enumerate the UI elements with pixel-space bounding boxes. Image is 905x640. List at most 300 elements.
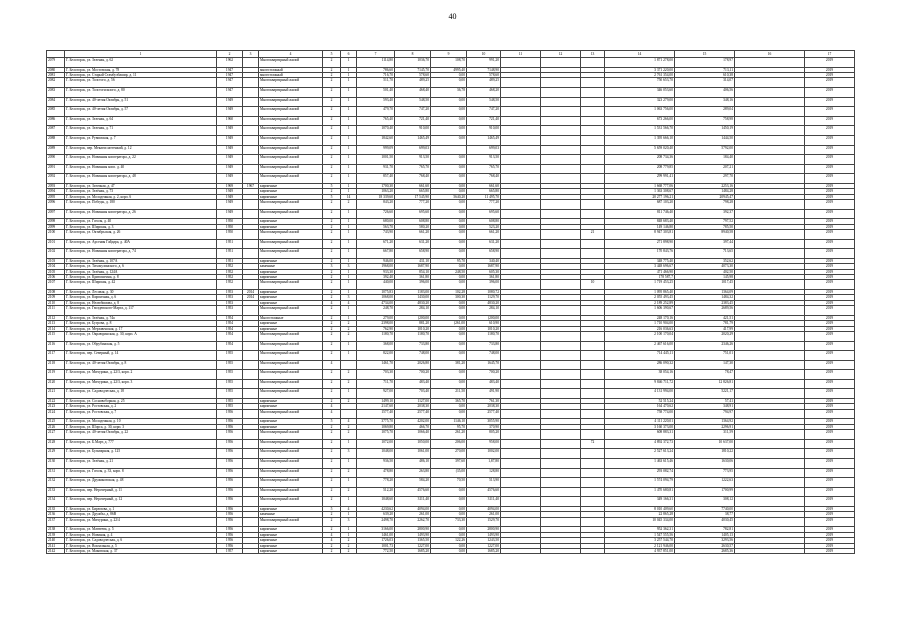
cost-cell: 348 775,40 bbox=[605, 258, 675, 263]
municipal-area-cell: 733,30 bbox=[431, 517, 467, 527]
floors-cell: 5 bbox=[323, 419, 341, 424]
total-area-cell: 1072,00 bbox=[357, 439, 395, 449]
floors-cell: 4 bbox=[323, 360, 341, 370]
residents-cell bbox=[581, 126, 605, 136]
total-area-cell: 1700,30 bbox=[357, 183, 395, 188]
table-row bbox=[47, 116, 855, 126]
year-built-cell: 1956 bbox=[217, 409, 243, 419]
planned-year-cell: 2019 bbox=[805, 78, 855, 88]
cost-cell: 38 054,16 bbox=[605, 370, 675, 380]
planned-year-cell: 2019 bbox=[805, 424, 855, 429]
municipal-area-cell: 261,20 bbox=[431, 430, 467, 440]
municipal-area-cell: 0,00 bbox=[431, 135, 467, 145]
year-built-cell: 1956 bbox=[217, 459, 243, 469]
wall-material-cell: Многоквартирный жилой bbox=[259, 87, 323, 97]
extra-cell bbox=[541, 351, 581, 361]
year-built-cell: 1956 bbox=[217, 487, 243, 497]
extra-cell bbox=[501, 126, 541, 136]
table-row bbox=[47, 360, 855, 370]
floors-cell: 2 bbox=[323, 58, 341, 68]
table-row bbox=[47, 280, 855, 290]
address-cell: Г. Белогорск, ул. Тихокулинского, д. 6 bbox=[65, 264, 217, 269]
total-area-cell: 857,40 bbox=[357, 174, 395, 184]
row-number: 2134 bbox=[47, 497, 65, 507]
entrances-cell: 2 bbox=[341, 321, 357, 326]
unit-cost-cell: 1810,22 bbox=[675, 449, 735, 459]
living-area-cell: 578,60 bbox=[395, 72, 431, 77]
year-built-cell: 1947 bbox=[217, 67, 243, 72]
table-row bbox=[47, 449, 855, 459]
floors-cell: 2 bbox=[323, 145, 341, 155]
planned-year-cell: 2019 bbox=[805, 497, 855, 507]
extra-cell bbox=[501, 87, 541, 97]
private-area-cell: 991,20 bbox=[467, 58, 501, 68]
entrances-cell: 1 bbox=[341, 67, 357, 72]
year-built-cell: 1952 bbox=[217, 264, 243, 269]
year-renovated-cell bbox=[243, 478, 259, 488]
column-number-cell: 3 bbox=[243, 51, 259, 58]
cost-cell: 346 053,60 bbox=[605, 87, 675, 97]
living-area-cell: 3111,40 bbox=[395, 497, 431, 507]
planned-year-cell: 2019 bbox=[805, 67, 855, 72]
total-area-cell: 711,70 bbox=[357, 379, 395, 389]
cost-cell: 471 466,90 bbox=[605, 269, 675, 274]
planned-year-cell: 2019 bbox=[805, 459, 855, 469]
living-area-cell: 4576,60 bbox=[395, 487, 431, 497]
private-area-cell: 7148,90 bbox=[467, 67, 501, 72]
table-row bbox=[47, 164, 855, 174]
table-row bbox=[47, 430, 855, 440]
row-number: 2086 bbox=[47, 116, 65, 126]
planned-year-cell: 2019 bbox=[805, 174, 855, 184]
wall-material-cell: каменные bbox=[259, 264, 323, 269]
extra-cell bbox=[735, 174, 805, 184]
total-area-cell: 512,20 bbox=[357, 487, 395, 497]
header-blank-cell bbox=[47, 51, 65, 58]
extra-cell bbox=[541, 155, 581, 165]
year-renovated-cell: 1967 bbox=[243, 183, 259, 188]
private-area-cell: 1129,70 bbox=[467, 295, 501, 300]
unit-cost-cell: 20945,47 bbox=[675, 194, 735, 199]
row-number: 2083 bbox=[47, 87, 65, 97]
address-cell: Г. Белогорск, ул. 40-летия Октября, д. 8 bbox=[65, 360, 217, 370]
total-area-cell: 1063,20 bbox=[357, 189, 395, 194]
municipal-area-cell: 0,00 bbox=[431, 230, 467, 240]
row-number: 2090 bbox=[47, 155, 65, 165]
cost-cell: 4 937 851,00 bbox=[605, 548, 675, 553]
municipal-area-cell: 108,70 bbox=[431, 58, 467, 68]
address-cell: Г. Белогорск, ул. Маковская, д. 37 bbox=[65, 548, 217, 553]
extra-cell bbox=[501, 280, 541, 290]
extra-cell bbox=[735, 280, 805, 290]
planned-year-cell: 2019 bbox=[805, 548, 855, 553]
address-cell: Г. Белогорск, ул. Новинная кооператора, д. 48 bbox=[65, 174, 217, 184]
private-area-cell: 489,25 bbox=[467, 78, 501, 88]
residents-cell bbox=[581, 200, 605, 210]
living-area-cell: 1687,90 bbox=[395, 264, 431, 269]
entrances-cell: 1 bbox=[341, 315, 357, 320]
entrances-cell: 1 bbox=[341, 497, 357, 507]
private-area-cell: 765,70 bbox=[467, 164, 501, 174]
entrances-cell: 1 bbox=[341, 126, 357, 136]
extra-cell bbox=[541, 209, 581, 219]
residents-cell bbox=[581, 209, 605, 219]
municipal-area-cell: 0,00 bbox=[431, 512, 467, 517]
private-area-cell: 699,03 bbox=[467, 145, 501, 155]
wall-material-cell: Многоквартирный жилой bbox=[259, 116, 323, 126]
cost-cell: 208 779,85 bbox=[605, 164, 675, 174]
table-row bbox=[47, 351, 855, 361]
residents-cell bbox=[581, 164, 605, 174]
unit-cost-cell: 406,56 bbox=[675, 87, 735, 97]
cost-cell: 952 362,31 bbox=[605, 527, 675, 532]
entrances-cell: 2 bbox=[341, 200, 357, 210]
address-cell: Г. Белогорск, ул. Нелюбимова, д. 8 bbox=[65, 300, 217, 305]
wall-material-cell: кирпичные bbox=[259, 224, 323, 229]
wall-material-cell: Многоквартирный жилой bbox=[259, 230, 323, 240]
floors-cell: 2 bbox=[323, 72, 341, 77]
extra-cell bbox=[541, 341, 581, 351]
table-row bbox=[47, 379, 855, 389]
floors-cell: 2 bbox=[323, 459, 341, 469]
planned-year-cell: 2019 bbox=[805, 543, 855, 548]
total-area-cell: 931,70 bbox=[357, 164, 395, 174]
municipal-area-cell: 95,70 bbox=[431, 424, 467, 429]
cost-cell: 248 170,16 bbox=[605, 315, 675, 320]
living-area-cell: 913,50 bbox=[395, 155, 431, 165]
unit-cost-cell: 3293,56 bbox=[675, 538, 735, 543]
wall-material-cell: кирпичные bbox=[259, 321, 323, 326]
extra-cell bbox=[735, 459, 805, 469]
wall-material-cell: Многоквартирный жилой bbox=[259, 249, 323, 259]
extra-cell bbox=[541, 200, 581, 210]
year-renovated-cell bbox=[243, 360, 259, 370]
residents-cell bbox=[581, 78, 605, 88]
residents-cell bbox=[581, 239, 605, 249]
extra-cell bbox=[541, 389, 581, 399]
row-number: 2104 bbox=[47, 264, 65, 269]
table-row bbox=[47, 370, 855, 380]
column-number-cell: 4 bbox=[259, 51, 323, 58]
private-area-cell: 1493,90 bbox=[467, 532, 501, 537]
total-area-cell: 671,20 bbox=[357, 239, 395, 249]
address-cell: Г. Белогорск, ул. Б.Март, д. 777 bbox=[65, 439, 217, 449]
year-renovated-cell bbox=[243, 449, 259, 459]
entrances-cell: 2 bbox=[341, 468, 357, 478]
row-number: 2137 bbox=[47, 517, 65, 527]
planned-year-cell: 2019 bbox=[805, 351, 855, 361]
planned-year-cell: 2019 bbox=[805, 258, 855, 263]
residents-cell bbox=[581, 331, 605, 341]
living-area-cell: 4830,20 bbox=[395, 300, 431, 305]
living-area-cell: 1685,20 bbox=[395, 548, 431, 553]
table-row bbox=[47, 306, 855, 316]
floors-cell: 2 bbox=[323, 116, 341, 126]
extra-cell bbox=[735, 145, 805, 155]
entrances-cell: 2 bbox=[341, 548, 357, 553]
address-cell: Г. Белогорск, ул. Мичурина, д. 22/4 bbox=[65, 517, 217, 527]
extra-cell bbox=[541, 249, 581, 259]
residents-cell: 10 bbox=[581, 280, 605, 290]
extra-cell bbox=[735, 135, 805, 145]
extra-cell bbox=[735, 389, 805, 399]
municipal-area-cell: 0,00 bbox=[431, 107, 467, 117]
unit-cost-cell: 2296,91 bbox=[675, 424, 735, 429]
address-cell: Г. Белогорск, ул. Зеленая, д. 64 bbox=[65, 116, 217, 126]
address-cell: Г. Белогорск, ул. Дружиновская, д. 48 bbox=[65, 478, 217, 488]
planned-year-cell: 2019 bbox=[805, 321, 855, 326]
planned-year-cell: 2019 bbox=[805, 249, 855, 259]
entrances-cell: 2 bbox=[341, 424, 357, 429]
address-cell: Г. Белогорск, ул. Матвеева, д. 5 bbox=[65, 527, 217, 532]
year-built-cell: 1949 bbox=[217, 145, 243, 155]
entrances-cell: 1 bbox=[341, 58, 357, 68]
table-row bbox=[47, 517, 855, 527]
floors-cell: 2 bbox=[323, 87, 341, 97]
cost-cell: 3 257 544,70 bbox=[605, 538, 675, 543]
planned-year-cell: 2019 bbox=[805, 468, 855, 478]
extra-cell bbox=[735, 116, 805, 126]
total-area-cell: 392,40 bbox=[357, 275, 395, 280]
wall-material-cell: Многоквартирный жилой bbox=[259, 379, 323, 389]
municipal-area-cell: 0,00 bbox=[431, 200, 467, 210]
year-renovated-cell bbox=[243, 459, 259, 469]
extra-cell bbox=[541, 517, 581, 527]
residents-cell bbox=[581, 145, 605, 155]
year-built-cell: 1951 bbox=[217, 239, 243, 249]
entrances-cell: 1 bbox=[341, 512, 357, 517]
row-number: 2101 bbox=[47, 239, 65, 249]
unit-cost-cell: 1444,50 bbox=[675, 135, 735, 145]
extra-cell bbox=[501, 360, 541, 370]
floors-cell: 3 bbox=[323, 264, 341, 269]
floors-cell: 2 bbox=[323, 468, 341, 478]
wall-material-cell: Многоквартирный жилой bbox=[259, 306, 323, 316]
entrances-cell: 1 bbox=[341, 87, 357, 97]
address-cell: Г. Белогорск, ул. 40-летия Октября, д. 51 bbox=[65, 97, 217, 107]
floors-cell: 2 bbox=[323, 209, 341, 219]
entrances-cell: 1 bbox=[341, 249, 357, 259]
living-area-cell: 608,80 bbox=[395, 219, 431, 224]
floors-cell: 4 bbox=[323, 300, 341, 305]
year-built-cell: 1954 bbox=[217, 341, 243, 351]
wall-material-cell: кирпичные bbox=[259, 300, 323, 305]
column-number-cell: 15 bbox=[675, 51, 735, 58]
unit-cost-cell: 308,12 bbox=[675, 497, 735, 507]
extra-cell bbox=[541, 478, 581, 488]
year-renovated-cell bbox=[243, 116, 259, 126]
living-area-cell: 703,40 bbox=[395, 389, 431, 399]
total-area-cell: 1069,80 bbox=[357, 424, 395, 429]
unit-cost-cell: 758,98 bbox=[675, 116, 735, 126]
unit-cost-cell: 773,95 bbox=[675, 468, 735, 478]
municipal-area-cell: 0,00 bbox=[431, 306, 467, 316]
row-number: 2126 bbox=[47, 424, 65, 429]
year-renovated-cell bbox=[243, 87, 259, 97]
entrances-cell: 2 bbox=[341, 538, 357, 543]
cost-cell: 811 746,40 bbox=[605, 209, 675, 219]
unit-cost-cell: 348,91 bbox=[675, 404, 735, 409]
wall-material-cell: кирпичные bbox=[259, 543, 323, 548]
year-built-cell: 1960 bbox=[217, 116, 243, 126]
total-area-cell: 1726,03 bbox=[357, 538, 395, 543]
cost-cell: 1 463 615,46 bbox=[605, 459, 675, 469]
planned-year-cell: 2019 bbox=[805, 107, 855, 117]
address-cell: Г. Белогорск, ул. Гвоздевского-Марта, д. 117 bbox=[65, 306, 217, 316]
residents-cell bbox=[581, 351, 605, 361]
living-area-cell: 910,00 bbox=[395, 126, 431, 136]
total-area-cell: 3775,70 bbox=[357, 419, 395, 424]
private-area-cell: 608,80 bbox=[467, 219, 501, 224]
address-cell: Г. Белогорск, ул. Молодежная, д. 10 bbox=[65, 419, 217, 424]
cost-cell: 714 445,11 bbox=[605, 351, 675, 361]
unit-cost-cell: 797,52 bbox=[675, 219, 735, 224]
row-number: 2114 bbox=[47, 326, 65, 331]
year-renovated-cell bbox=[243, 145, 259, 155]
municipal-area-cell: 0,00 bbox=[431, 409, 467, 419]
municipal-area-cell: 0,00 bbox=[431, 341, 467, 351]
extra-cell bbox=[541, 409, 581, 419]
column-number-cell: 13 bbox=[581, 51, 605, 58]
extra-cell bbox=[541, 230, 581, 240]
private-area-cell: 11 495,70 bbox=[467, 194, 501, 199]
address-cell: Г. Белогорск, пер. Нерочерный, д. 11 bbox=[65, 487, 217, 497]
table-row bbox=[47, 548, 855, 553]
year-built-cell: 1955 bbox=[217, 379, 243, 389]
municipal-area-cell: 0,00 bbox=[431, 497, 467, 507]
extra-cell bbox=[501, 409, 541, 419]
total-area-cell: 946,00 bbox=[357, 258, 395, 263]
private-area-cell: 1685,20 bbox=[467, 548, 501, 553]
floors-cell: 5 bbox=[323, 183, 341, 188]
living-area-cell: 1066,40 bbox=[395, 430, 431, 440]
table-row bbox=[47, 331, 855, 341]
total-area-cell: 1075,70 bbox=[357, 430, 395, 440]
residents-cell bbox=[581, 497, 605, 507]
wall-material-cell: Многоквартирный жилой bbox=[259, 155, 323, 165]
year-renovated-cell bbox=[243, 230, 259, 240]
entrances-cell: 2 bbox=[341, 399, 357, 404]
wall-material-cell: Многоквартирный жилой bbox=[259, 135, 323, 145]
entrances-cell: 1 bbox=[341, 527, 357, 532]
private-area-cell: 3111,40 bbox=[467, 497, 501, 507]
floors-cell: 2 bbox=[323, 487, 341, 497]
private-area-cell: 1002,00 bbox=[467, 449, 501, 459]
row-number: 2135 bbox=[47, 506, 65, 511]
living-area-cell: 1036,70 bbox=[395, 58, 431, 68]
extra-cell bbox=[501, 145, 541, 155]
year-renovated-cell bbox=[243, 280, 259, 290]
address-cell: Г. Белогорск, ул. Сосновоборкая, д. 25 bbox=[65, 399, 217, 404]
private-area-cell: 665,80 bbox=[467, 189, 501, 194]
municipal-area-cell: 0,00 bbox=[431, 404, 467, 409]
extra-cell bbox=[501, 97, 541, 107]
unit-cost-cell: 352,62 bbox=[675, 258, 735, 263]
municipal-area-cell: 0,00 bbox=[431, 326, 467, 331]
row-number: 2113 bbox=[47, 321, 65, 326]
residents-cell bbox=[581, 468, 605, 478]
planned-year-cell: 2019 bbox=[805, 360, 855, 370]
year-renovated-cell bbox=[243, 379, 259, 389]
cost-cell: 1 095 865,40 bbox=[605, 289, 675, 294]
year-built-cell: 1947 bbox=[217, 72, 243, 77]
address-cell: Г. Белогорск, ул. Окраюдинская, д. 30, корп. А bbox=[65, 331, 217, 341]
extra-cell bbox=[541, 78, 581, 88]
planned-year-cell: 2019 bbox=[805, 326, 855, 331]
cost-cell: 8 010 409,60 bbox=[605, 506, 675, 511]
floors-cell: 2 bbox=[323, 275, 341, 280]
wall-material-cell: Многоквартирный жилой bbox=[259, 360, 323, 370]
unit-cost-cell: 4073,30 bbox=[675, 264, 735, 269]
column-number-cell: 8 bbox=[395, 51, 431, 58]
table-row bbox=[47, 174, 855, 184]
extra-cell bbox=[541, 87, 581, 97]
year-built-cell: 1951 bbox=[217, 249, 243, 259]
unit-cost-cell: 1484,28 bbox=[675, 189, 735, 194]
entrances-cell: 2 bbox=[341, 331, 357, 341]
residents-cell bbox=[581, 487, 605, 497]
residents-cell bbox=[581, 135, 605, 145]
unit-cost-cell: 402,50 bbox=[675, 269, 735, 274]
municipal-area-cell: 365,70 bbox=[431, 399, 467, 404]
year-built-cell: 1949 bbox=[217, 189, 243, 194]
extra-cell bbox=[541, 58, 581, 68]
address-cell: Г. Белогорск, ул. Толстого, д. 56 bbox=[65, 78, 217, 88]
extra-cell bbox=[501, 331, 541, 341]
private-area-cell: 721,40 bbox=[467, 116, 501, 126]
year-built-cell: 1954 bbox=[217, 331, 243, 341]
year-built-cell: 1956 bbox=[217, 419, 243, 424]
total-area-cell: 478,80 bbox=[357, 468, 395, 478]
total-area-cell: 1068,00 bbox=[357, 295, 395, 300]
living-area-cell: 284,10 bbox=[395, 306, 431, 316]
extra-cell bbox=[541, 126, 581, 136]
year-renovated-cell bbox=[243, 239, 259, 249]
entrances-cell bbox=[341, 360, 357, 370]
private-area-cell: 610,90 bbox=[467, 321, 501, 326]
private-area-cell: 958,00 bbox=[467, 439, 501, 449]
entrances-cell: 1 bbox=[341, 289, 357, 294]
living-area-cell: 1493,90 bbox=[395, 532, 431, 537]
total-area-cell: 703,30 bbox=[357, 370, 395, 380]
entrances-cell: 1 bbox=[341, 183, 357, 188]
planned-year-cell: 2019 bbox=[805, 517, 855, 527]
planned-year-cell: 2019 bbox=[805, 404, 855, 409]
wall-material-cell: Многоквартирный жилой bbox=[259, 478, 323, 488]
private-area-cell: 777,20 bbox=[467, 200, 501, 210]
cost-cell: 3 371 220,00 bbox=[605, 67, 675, 72]
municipal-area-cell: 0,00 bbox=[431, 116, 467, 126]
municipal-area-cell: 0,00 bbox=[431, 532, 467, 537]
column-number-cell: 11 bbox=[501, 51, 541, 58]
planned-year-cell: 2019 bbox=[805, 126, 855, 136]
cost-cell: 1 871 278,00 bbox=[605, 58, 675, 68]
municipal-area-cell: 0,00 bbox=[431, 155, 467, 165]
municipal-area-cell: 95,70 bbox=[431, 258, 467, 263]
year-built-cell: 1953 bbox=[217, 289, 243, 294]
planned-year-cell: 2019 bbox=[805, 194, 855, 199]
residents-cell bbox=[581, 548, 605, 553]
extra-cell bbox=[735, 230, 805, 240]
address-cell: Г. Белогорск, пер. Мекагислаттенкий, д. 12 bbox=[65, 145, 217, 155]
column-number-cell: 6 bbox=[341, 51, 357, 58]
wall-material-cell: кирпичные bbox=[259, 424, 323, 429]
extra-cell bbox=[501, 517, 541, 527]
address-cell: Г. Белогорск, ул. Садоводческая, д. 6 bbox=[65, 538, 217, 543]
private-area-cell: 513,90 bbox=[467, 478, 501, 488]
private-area-cell: 548,50 bbox=[467, 97, 501, 107]
year-built-cell: 1955 bbox=[217, 360, 243, 370]
